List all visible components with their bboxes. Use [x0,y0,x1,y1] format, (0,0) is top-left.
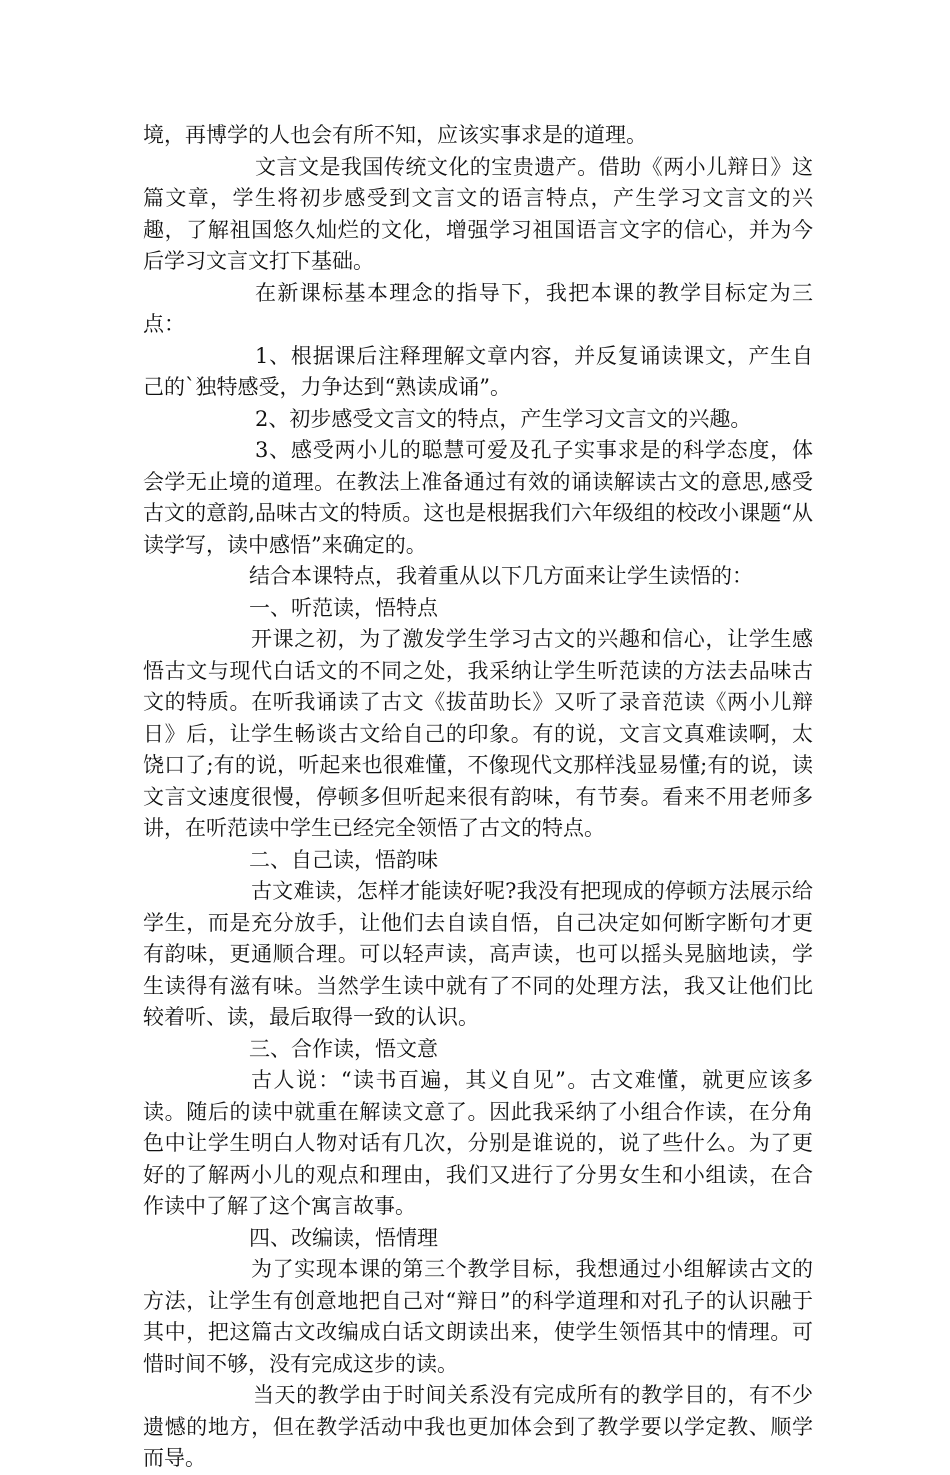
paragraph-conclusion: 当天的教学由于时间关系没有完成所有的教学目的，有不少遗憾的地方，但在教学活动中我也更加体会到了教学要以学定教、顺学而导。 [143,1383,813,1470]
paragraph-goal-2: 2、初步感受文言文的特点，产生学习文言文的兴趣。 [255,406,752,431]
paragraph-section-4: 为了实现本课的第三个教学目标，我想通过小组解读古文的方法，让学生有创意地把自己对“辩日”的科学道理和对孔子的认识融于其中，把这篇古文改编成白话文朗读出来，使学生领悟其中的情理。可惜时间不够，没有完成这步的读。 [143,1257,813,1376]
paragraph-goal-3: 3、感受两小儿的聪慧可爱及孔子实事求是的科学态度，体会学无止境的道理。在教法上准备通过有效的诵读解读古文的意思,感受古文的意韵,品味古文的特质。这也是根据我们六年级组的校改小课题“从读学写，读中感悟”来确定的。 [143,438,813,557]
section-heading-1: 一、听范读，悟特点 [249,595,438,620]
paragraph-section-3: 古人说：“读书百遍，其义自见”。古文难懂，就更应该多读。随后的读中就重在解读文意了。因此我采纳了小组合作读，在分角色中让学生明白人物对话有几次，分别是谁说的，说了些什么。为了更好的了解两小儿的观点和理由，我们又进行了分男女生和小组读，在合作读中了解了这个寓言故事。 [143,1068,813,1218]
paragraph-teaching-goals-intro: 在新课标基本理念的指导下，我把本课的教学目标定为三点： [143,280,813,336]
paragraph-classical-heritage: 文言文是我国传统文化的宝贵遗产。借助《两小儿辩日》这篇文章，学生将初步感受到文言文的语言特点，产生学习文言文的兴趣，了解祖国悠久灿烂的文化，增强学习祖国语言文字的信心，并为今后学习文言文打下基础。 [143,154,813,273]
paragraph-section-1: 开课之初，为了激发学生学习古文的兴趣和信心，让学生感悟古文与现代白话文的不同之处，我采纳让学生听范读的方法去品味古文的特质。在听我诵读了古文《拔苗助长》又听了录音范读《两小儿辩日》后，让学生畅谈古文给自己的印象。有的说，文言文真难读啊，太饶口了;有的说，听起来也很难懂，不像现代文那样浅显易懂;有的说，读文言文速度很慢，停顿多但听起来很有韵味，有节奏。看来不用老师多讲，在听范读中学生已经完全领悟了古文的特点。 [143,627,813,840]
paragraph-method-intro: 结合本课特点，我着重从以下几方面来让学生读悟的： [249,564,753,588]
paragraph-continuation: 境，再博学的人也会有所不知，应该实事求是的道理。 [143,123,647,147]
document-body [143,120,813,1475]
paragraph-goal-1: 1、根据课后注释理解文章内容，并反复诵读课文，产生自己的`独特感受，力争达到“熟读成诵”。 [143,343,813,399]
section-heading-4: 四、改编读，悟情理 [249,1225,438,1250]
paragraph-section-2: 古文难读，怎样才能读好呢?我没有把现成的停顿方法展示给学生，而是充分放手，让他们去自读自悟，自己决定如何断字断句才更有韵味，更通顺合理。可以轻声读，高声读，也可以摇头晃脑地读，学生读得有滋有味。当然学生读中就有了不同的处理方法，我又让他们比较着听、读，最后取得一致的认识。 [143,879,813,1029]
section-heading-2: 二、自己读，悟韵味 [249,847,438,872]
section-heading-3: 三、合作读，悟文意 [249,1036,438,1061]
